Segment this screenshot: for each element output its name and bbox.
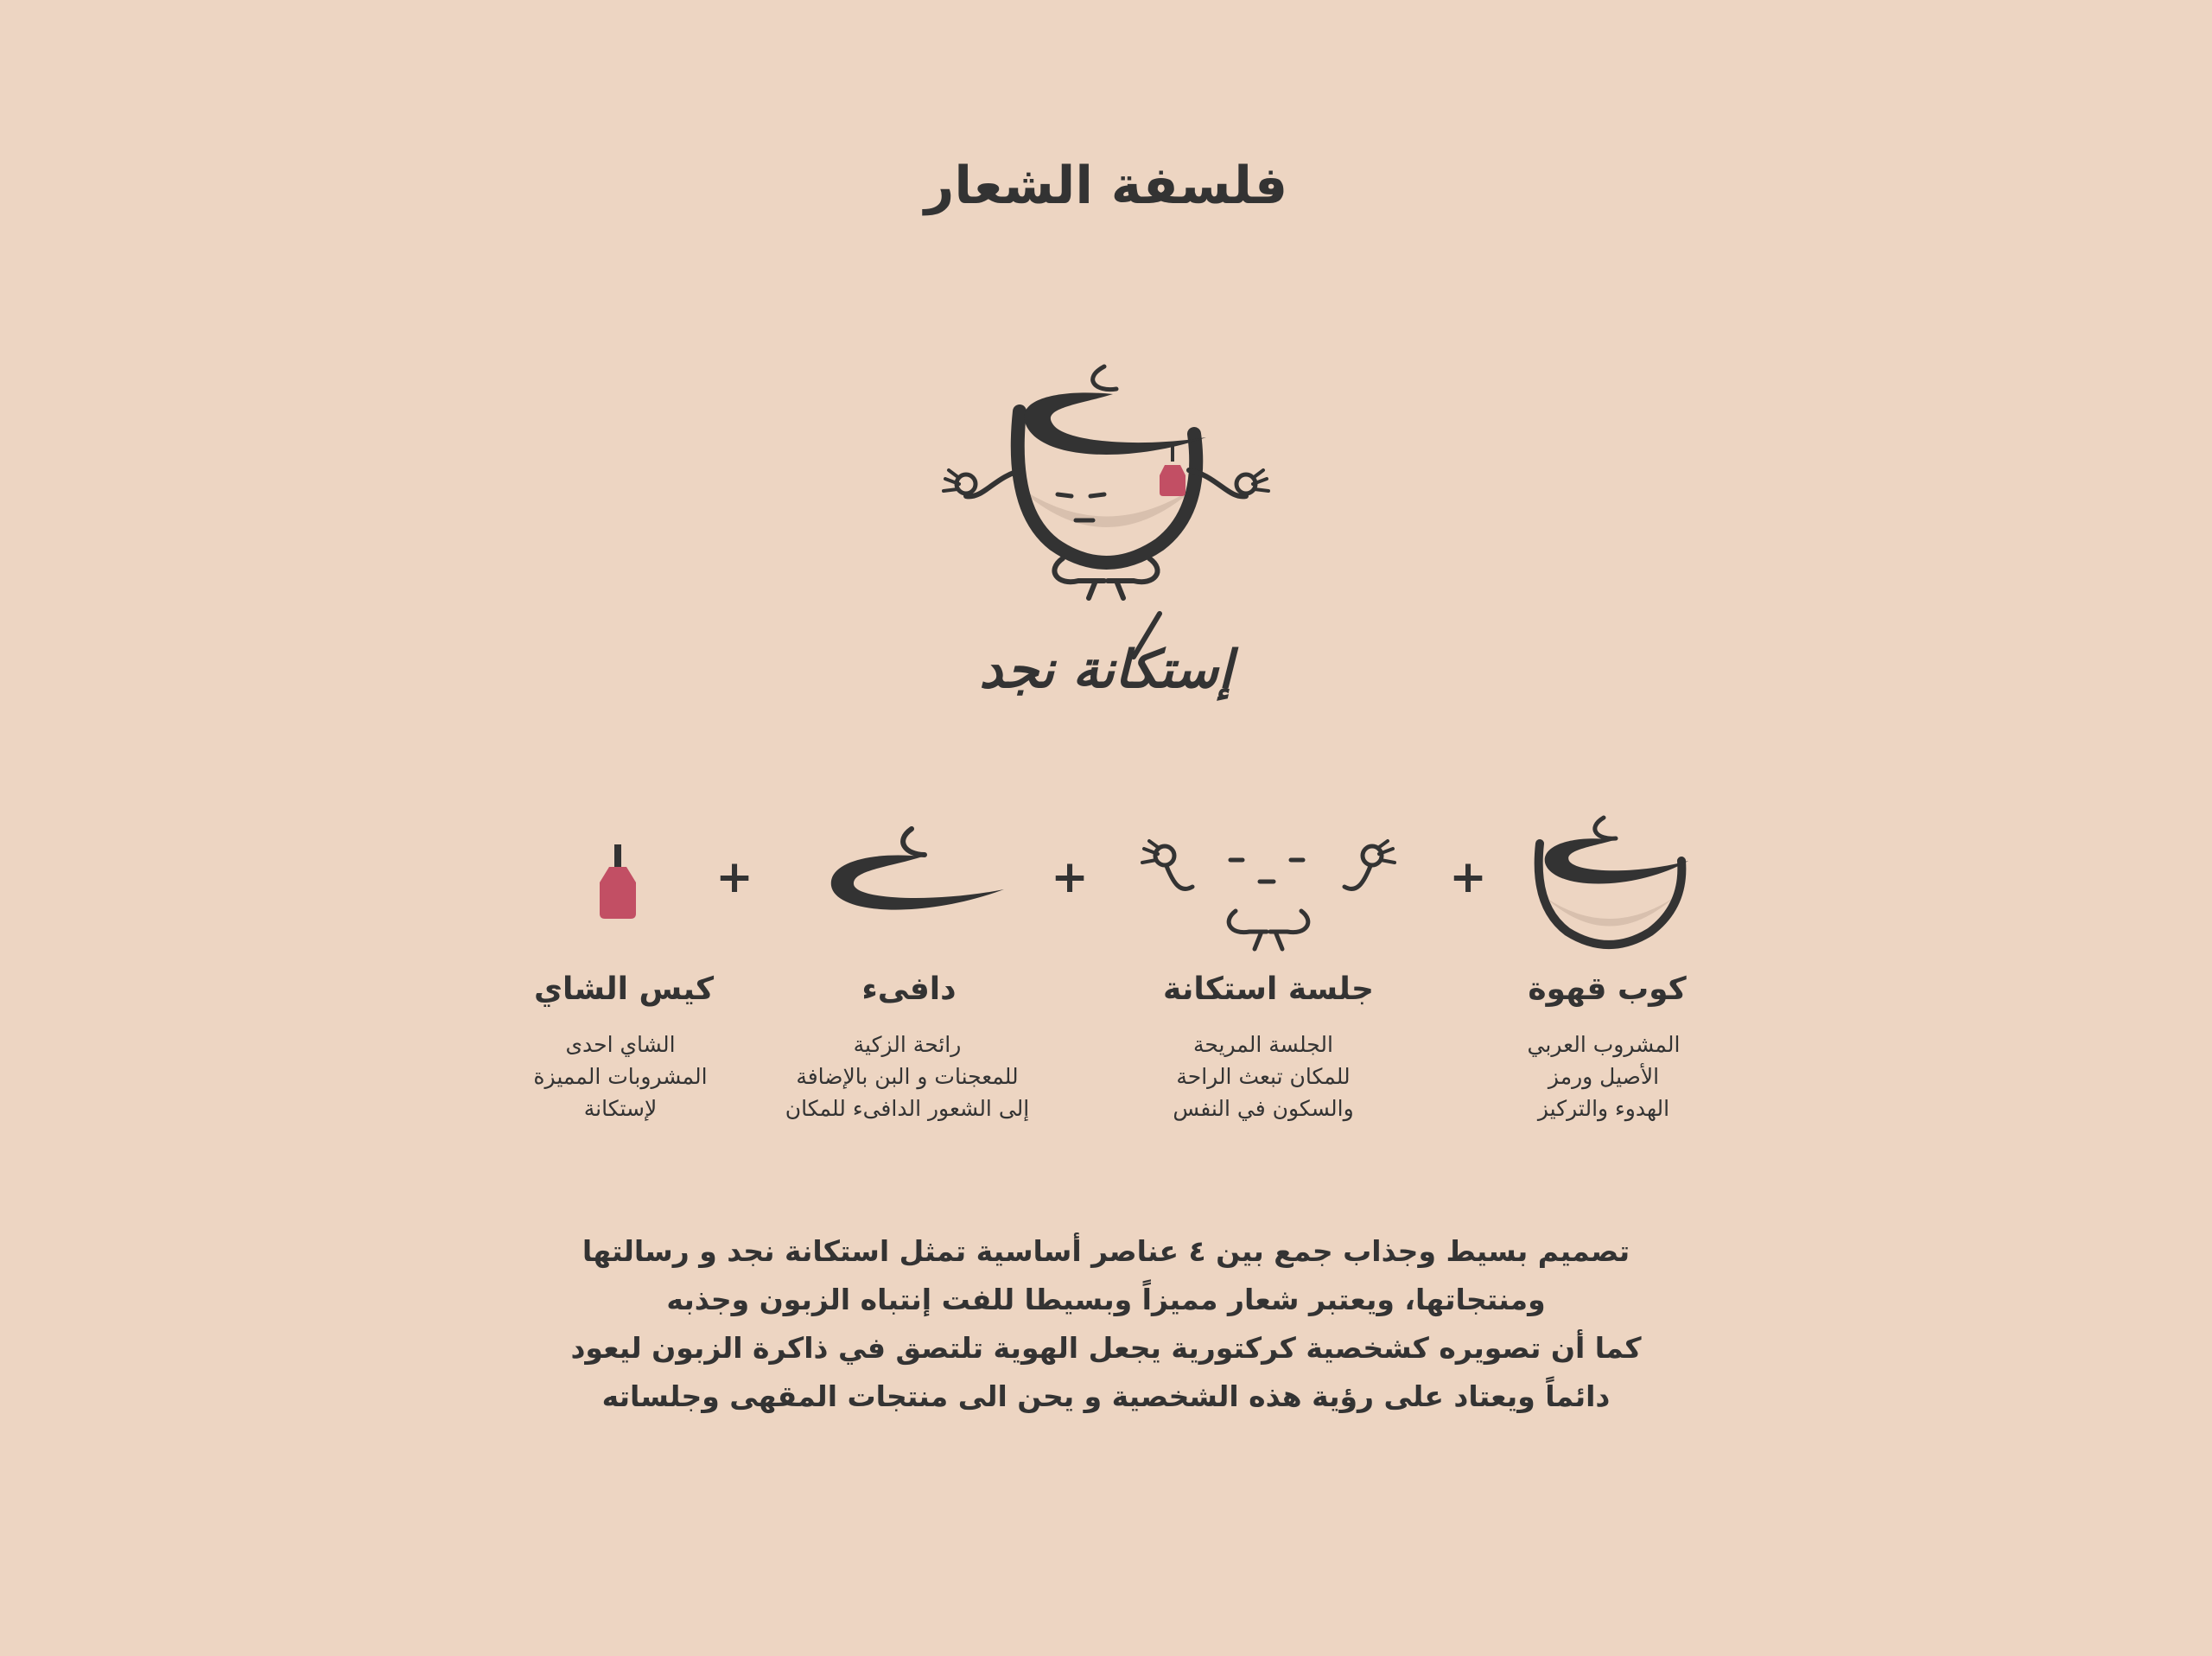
mascot-logo-icon [933, 354, 1279, 717]
element-title-coffee-cup: كوب قهوة [1528, 971, 1687, 1007]
element-title-tea-bag: كيس الشاي [533, 971, 715, 1007]
tea-bag-icon [588, 843, 648, 920]
logo-wordmark: إستكانة نجد [979, 640, 1233, 700]
element-description-tea-bag: الشاي احدى المشروبات المميزة لإستكانة [533, 1032, 708, 1121]
element-description-coffee-cup: المشروب العربي الأصيل ورمز الهدوء والتركيز [1527, 1032, 1681, 1121]
page-title: فلسفة الشعار [924, 156, 1288, 216]
element-title-sitting: جلسة استكانة [1163, 971, 1374, 1007]
plus-sign: + [715, 851, 753, 903]
plus-sign: + [1449, 851, 1487, 903]
plus-sign: + [1051, 851, 1089, 903]
element-description-warm: رائحة الزكية للمعجنات و البن بالإضافة إلى الشعور الدافىء للمكان [785, 1032, 1030, 1121]
sitting-figure-icon [1139, 838, 1398, 955]
steam-icon [821, 825, 1011, 920]
description-paragraph: تصميم بسيط وجذاب جمع بين ٤ عناصر أساسية تمثل استكانة نجد و رسالتها ومنتجاتها، ويعتبر شعار مميزاً وبسيطا للفت إنتباه الزبون وجذبه كما أن تصويره كشخصية كركتورية يجعل الهوية تلتصق في ذاكرة الزبون ليعود دائماً ويعتاد على رؤية هذه الشخصية و يحن الى منتجات المقهى وجلساته [570, 1234, 1642, 1413]
coffee-cup-icon [1529, 812, 1694, 955]
brand-logo [933, 354, 1279, 717]
element-title-warm: دافىء [861, 971, 957, 1007]
element-description-sitting: الجلسة المريحة للمكان تبعث الراحة والسكون في النفس [1173, 1032, 1354, 1121]
